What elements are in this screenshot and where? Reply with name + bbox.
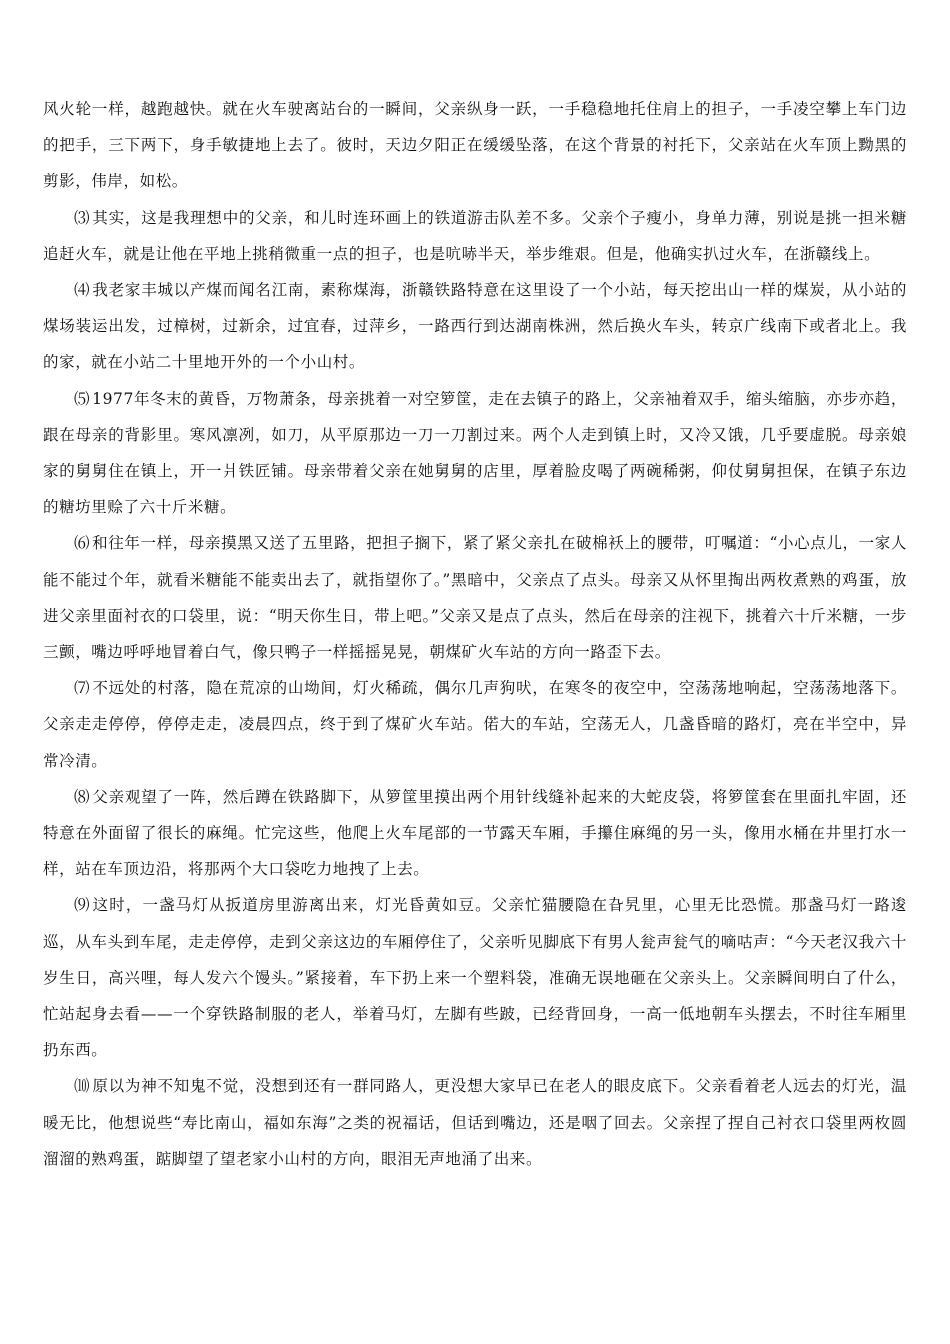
paragraph-number: ⑶	[74, 208, 91, 227]
paragraph-number: ⑺	[74, 679, 91, 698]
paragraph-9	[43, 887, 907, 1068]
paragraph-text: 这时，一盏马灯从扳道房里游离出来，灯光昏黄如豆。父亲忙猫腰隐在旮旯里，心里无比恐慌。那盏马灯一路逡巡，从车头到车尾，走走停停，走到父亲这边的车厢停住了，父亲听见脚底下有男人瓮声瓮气的嘀咕声：“今天老汉我六十岁生日，高兴哩，每人发六个馒头。”紧接着，车下扔上来一个塑料袋，准确无误地砸在父亲头上。父亲瞬间明白了什么，忙站起身去看——一个穿铁路制服的老人，举着马灯，左脚有些跛，已经背回身，一高一低地朝车头摆去，不时往车厢里扔东西。	[43, 896, 907, 1060]
paragraph-number: ⑻	[74, 787, 91, 806]
paragraph-text: 其实，这是我理想中的父亲，和儿时连环画上的铁道游击队差不多。父亲个子瘦小，身单力薄，别说是挑一担米糖追赶火车，就是让他在平地上挑稍微重一点的担子，也是吭哧半天，举步维艰。但是，他确实扒过火车，在浙赣线上。	[43, 208, 907, 263]
paragraph-number: ⑽	[74, 1077, 91, 1096]
paragraph-number: ⑷	[74, 281, 91, 300]
paragraph-text: 和往年一样，母亲摸黑又送了五里路，把担子搁下，紧了紧父亲扎在破棉袄上的腰带，叮嘱道：“小心点儿，一家人能不能过个年，就看米糖能不能卖出去了，就指望你了。”黑暗中，父亲点了点头。母亲又从怀里掏出两枚煮熟的鸡蛋，放进父亲里面衬衣的口袋里，说：“明天你生日，带上吧。”父亲又是点了点头，然后在母亲的注视下，挑着六十斤米糖，一步三颤，嘴边呼呼地冒着白气，像只鸭子一样摇摇晃晃，朝煤矿火车站的方向一路歪下去。	[43, 534, 908, 662]
paragraph-number: ⑼	[74, 896, 91, 915]
paragraph-number: ⑹	[74, 534, 91, 553]
paragraph-3	[43, 200, 907, 272]
paragraph-text: 父亲观望了一阵，然后蹲在铁路脚下，从箩筐里摸出两个用针线缝补起来的大蛇皮袋，将箩筐套在里面扎牢固，还特意在外面留了很长的麻绳。忙完这些，他爬上火车尾部的一节露天车厢，手攥住麻绳的另一头，像用水桶在井里打水一样，站在车顶边沿，将那两个大口袋吃力地拽了上去。	[43, 787, 907, 879]
paragraph-5	[43, 381, 907, 526]
paragraph-continued	[43, 91, 907, 200]
document-page	[43, 91, 907, 1177]
paragraph-number: ⑸	[74, 389, 91, 408]
paragraph-text: 原以为神不知鬼不觉，没想到还有一群同路人，更没想大家早已在老人的眼皮底下。父亲看着老人远去的灯光，温暖无比，他想说些“寿比南山，福如东海”之类的祝福话，但话到嘴边，还是咽了回去。父亲捏了捏自己衬衣口袋里两枚圆溜溜的熟鸡蛋，踮脚望了望老家小山村的方向，眼泪无声地涌了出来。	[43, 1077, 907, 1168]
paragraph-10	[43, 1068, 907, 1177]
paragraph-4	[43, 272, 907, 381]
paragraph-text: 我老家丰城以产煤而闻名江南，素称煤海，浙赣铁路特意在这里设了一个小站，每天挖出山一样的煤炭，从小站的煤场装运出发，过樟树，过新余，过宜春，过萍乡，一路西行到达湖南株洲，然后换火车头，转京广线南下或者北上。我的家，就在小站二十里地开外的一个小山村。	[43, 281, 907, 372]
paragraph-8	[43, 779, 907, 888]
paragraph-text: 不远处的村落，隐在荒凉的山坳间，灯火稀疏，偶尔几声狗吠，在寒冬的夜空中，空荡荡地响起，空荡荡地落下。父亲走走停停，停停走走，凌晨四点，终于到了煤矿火车站。偌大的车站，空荡无人，几盏昏暗的路灯，亮在半空中，异常冷清。	[43, 679, 907, 770]
paragraph-6	[43, 525, 907, 670]
paragraph-7	[43, 670, 907, 779]
paragraph-text: 1977年冬末的黄昏，万物萧条，母亲挑着一对空箩筐，走在去镇子的路上，父亲袖着双手，缩头缩脑，亦步亦趋，跟在母亲的背影里。寒风凛冽，如刀，从平原那边一刀一刀割过来。两个人走到镇上时，又冷又饿，几乎要虚脱。母亲娘家的舅舅住在镇上，开一爿铁匠铺。母亲带着父亲在她舅舅的店里，厚着脸皮喝了两碗稀粥，仰仗舅舅担保，在镇子东边的糖坊里赊了六十斤米糖。	[43, 389, 907, 517]
paragraph-text: 风火轮一样，越跑越快。就在火车驶离站台的一瞬间，父亲纵身一跃，一手稳稳地托住肩上的担子，一手凌空攀上车门边的把手，三下两下，身手敏捷地上去了。彼时，天边夕阳正在缓缓坠落，在这个背景的衬托下，父亲站在火车顶上黝黑的剪影，伟岸，如松。	[43, 100, 907, 191]
